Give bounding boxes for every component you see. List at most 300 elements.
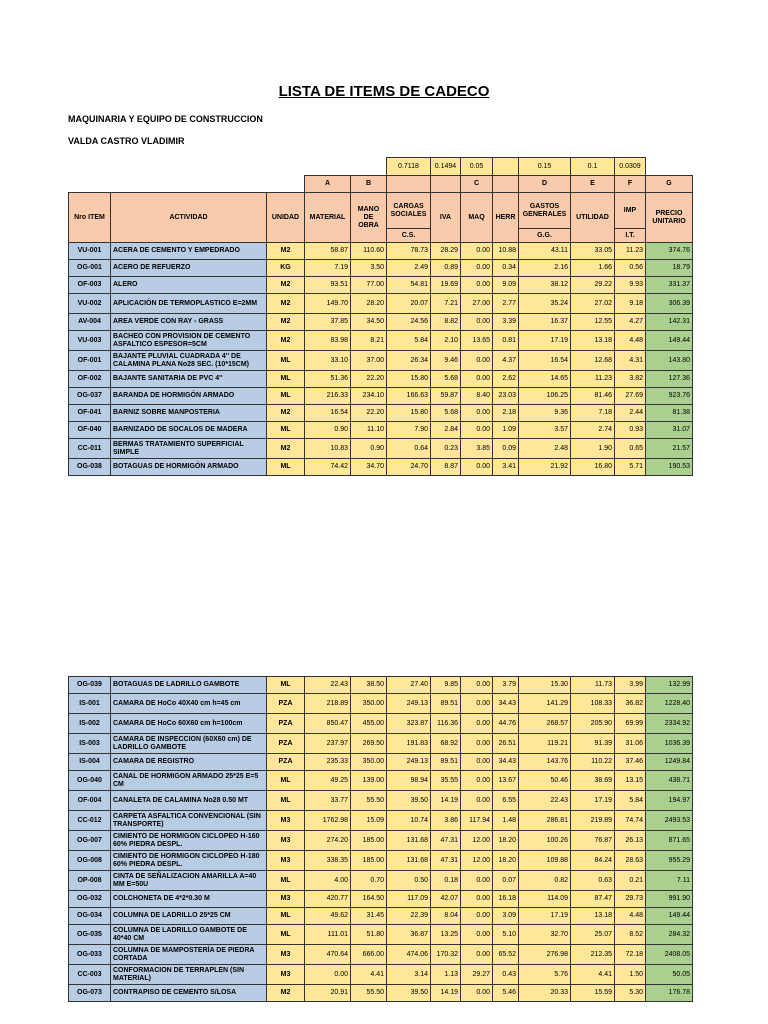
item-value: 28.20: [351, 294, 387, 314]
item-unit-price: 284.32: [646, 925, 693, 945]
table-row: [69, 371, 693, 388]
item-unit-price: 31.07: [646, 422, 693, 439]
item-value: 139.00: [351, 771, 387, 791]
item-value: 16.80: [571, 459, 615, 476]
item-value: 9.46: [431, 351, 461, 371]
item-value: 216.33: [305, 388, 351, 405]
table-row: [69, 851, 693, 871]
item-value: 15.80: [387, 405, 431, 422]
item-unit: ML: [267, 371, 305, 388]
item-value: 5.71: [615, 459, 646, 476]
letter-cell: [267, 176, 305, 193]
item-value: 11.10: [351, 422, 387, 439]
item-value: 26.13: [615, 831, 646, 851]
column-header: MAQ: [461, 193, 493, 243]
subtitle-category: MAQUINARIA Y EQUIPO DE CONSTRUCCION: [68, 114, 263, 124]
item-code: OG-038: [69, 459, 111, 476]
item-unit: M3: [267, 851, 305, 871]
item-value: 65.52: [493, 945, 519, 965]
item-value: 3.57: [519, 422, 571, 439]
letter-cell: [387, 176, 431, 193]
item-value: 0.00: [461, 985, 493, 1002]
item-value: 20.33: [519, 985, 571, 1002]
letter-cell: E: [571, 176, 615, 193]
item-value: 141.29: [519, 694, 571, 714]
item-value: 219.89: [571, 811, 615, 831]
item-value: 28.63: [615, 851, 646, 871]
item-value: 474.06: [387, 945, 431, 965]
item-value: 5.68: [431, 371, 461, 388]
item-value: 29.22: [571, 277, 615, 294]
item-value: 49.62: [305, 908, 351, 925]
item-value: 51.36: [305, 371, 351, 388]
item-unit: M2: [267, 405, 305, 422]
item-value: 58.87: [305, 243, 351, 260]
item-value: 69.99: [615, 714, 646, 734]
item-value: 4.31: [615, 351, 646, 371]
item-value: 3.50: [351, 260, 387, 277]
item-code: CC-011: [69, 439, 111, 459]
item-unit: M2: [267, 331, 305, 351]
item-unit: M2: [267, 294, 305, 314]
item-value: 16.54: [519, 351, 571, 371]
table-row: [69, 331, 693, 351]
item-value: 50.46: [519, 771, 571, 791]
table-row: [69, 985, 693, 1002]
item-value: 12.55: [571, 314, 615, 331]
item-unit: ML: [267, 908, 305, 925]
item-activity: CAMARA DE HoCo 40X40 cm h=45 cm: [111, 694, 267, 714]
factor-cell: 0.15: [519, 158, 571, 176]
item-code: OG-008: [69, 851, 111, 871]
item-value: 78.73: [387, 243, 431, 260]
item-value: 17.19: [571, 791, 615, 811]
item-value: 98.94: [387, 771, 431, 791]
item-code: OG-033: [69, 945, 111, 965]
item-unit-price: 132.99: [646, 677, 693, 694]
item-value: 17.19: [519, 331, 571, 351]
item-value: 13.15: [615, 771, 646, 791]
item-value: 49.25: [305, 771, 351, 791]
item-value: 3.39: [493, 314, 519, 331]
item-value: 27.69: [615, 388, 646, 405]
table-row: [69, 694, 693, 714]
item-value: 5.84: [387, 331, 431, 351]
item-value: 81.46: [571, 388, 615, 405]
item-value: 44.76: [493, 714, 519, 734]
item-activity: CINTA DE SEÑALIZACION AMARILLA A=40 MM E=50U: [111, 871, 267, 891]
item-unit: ML: [267, 351, 305, 371]
item-value: 0.07: [493, 871, 519, 891]
column-header: ACTIVIDAD: [111, 193, 267, 243]
item-value: 16.37: [519, 314, 571, 331]
item-value: 19.69: [431, 277, 461, 294]
item-value: 37.85: [305, 314, 351, 331]
item-value: 166.63: [387, 388, 431, 405]
table-row: [69, 831, 693, 851]
item-value: 8.04: [431, 908, 461, 925]
item-unit-price: 331.37: [646, 277, 693, 294]
factor-cell: [69, 158, 111, 176]
item-value: 0.18: [431, 871, 461, 891]
item-value: 0.00: [461, 771, 493, 791]
item-value: 3.79: [493, 677, 519, 694]
item-value: 0.00: [305, 965, 351, 985]
item-value: 5.46: [493, 985, 519, 1002]
item-unit-price: 190.53: [646, 459, 693, 476]
item-value: 323.87: [387, 714, 431, 734]
item-value: 0.93: [615, 422, 646, 439]
item-value: 34.43: [493, 754, 519, 771]
column-subheader: C.S.: [387, 229, 431, 243]
factor-cell: [493, 158, 519, 176]
item-code: IS-004: [69, 754, 111, 771]
item-activity: BOTAGUAS DE HORMIGÓN ARMADO: [111, 459, 267, 476]
item-value: 11.23: [615, 243, 646, 260]
item-value: 16.18: [493, 891, 519, 908]
item-value: 38.69: [571, 771, 615, 791]
factor-cell: [305, 158, 351, 176]
letter-row: [69, 176, 693, 193]
item-value: 0.89: [431, 260, 461, 277]
item-value: 0.43: [493, 965, 519, 985]
item-code: OF-001: [69, 351, 111, 371]
item-unit: ML: [267, 925, 305, 945]
item-activity: BARANDA DE HORMIGÓN ARMADO: [111, 388, 267, 405]
factor-cell: [646, 158, 693, 176]
table-row: [69, 294, 693, 314]
item-value: 109.88: [519, 851, 571, 871]
item-value: 17.19: [519, 908, 571, 925]
item-value: 5.30: [615, 985, 646, 1002]
item-unit-price: 2493.53: [646, 811, 693, 831]
letter-cell: [493, 176, 519, 193]
item-unit: M3: [267, 891, 305, 908]
item-value: 0.09: [493, 439, 519, 459]
item-value: 84.24: [571, 851, 615, 871]
item-value: 0.00: [461, 371, 493, 388]
item-value: 10.83: [305, 439, 351, 459]
item-value: 5.10: [493, 925, 519, 945]
item-value: 269.50: [351, 734, 387, 754]
item-value: 0.63: [571, 871, 615, 891]
header-row: [69, 193, 693, 229]
item-value: 34.43: [493, 694, 519, 714]
item-value: 38.50: [351, 677, 387, 694]
item-value: 33.77: [305, 791, 351, 811]
item-value: 4.48: [615, 908, 646, 925]
item-value: 5.84: [615, 791, 646, 811]
item-value: 55.50: [351, 791, 387, 811]
item-value: 11.73: [571, 677, 615, 694]
item-value: 10.74: [387, 811, 431, 831]
column-header: UTILIDAD: [571, 193, 615, 243]
item-value: 13.25: [431, 925, 461, 945]
item-value: 164.50: [351, 891, 387, 908]
item-activity: COLUMNA DE LADRILLO GAMBOTE DE 40*40 CM: [111, 925, 267, 945]
item-value: 28.29: [431, 243, 461, 260]
item-value: 117.09: [387, 891, 431, 908]
item-value: 12.00: [461, 831, 493, 851]
item-value: 0.90: [305, 422, 351, 439]
item-value: 3.85: [461, 439, 493, 459]
item-unit: ML: [267, 459, 305, 476]
item-value: 0.00: [461, 694, 493, 714]
item-value: 8.52: [615, 925, 646, 945]
item-value: 274.20: [305, 831, 351, 851]
item-value: 110.60: [351, 243, 387, 260]
item-value: 286.81: [519, 811, 571, 831]
item-code: VU-001: [69, 243, 111, 260]
item-code: OF-040: [69, 422, 111, 439]
table-row: [69, 714, 693, 734]
item-value: 0.00: [461, 908, 493, 925]
column-header: IVA: [431, 193, 461, 243]
item-value: 27.00: [461, 294, 493, 314]
item-unit: M2: [267, 985, 305, 1002]
item-value: 13.67: [493, 771, 519, 791]
item-unit: ML: [267, 771, 305, 791]
item-value: 89.51: [431, 754, 461, 771]
column-header: Nro ITEM: [69, 193, 111, 243]
item-unit: M3: [267, 811, 305, 831]
item-activity: CANAL DE HORMIGON ARMADO 25*25 E=5 CM: [111, 771, 267, 791]
item-value: 4.41: [351, 965, 387, 985]
item-activity: BAJANTE SANITARIA DE PVC 4'': [111, 371, 267, 388]
item-activity: CARPETA ASFALTICA CONVENCIONAL (SIN TRANSPORTE): [111, 811, 267, 831]
item-value: 8.40: [461, 388, 493, 405]
item-value: 32.70: [519, 925, 571, 945]
item-value: 22.43: [305, 677, 351, 694]
table-row: [69, 314, 693, 331]
item-value: 1.09: [493, 422, 519, 439]
item-value: 8.82: [431, 314, 461, 331]
item-value: 234.10: [351, 388, 387, 405]
item-activity: ALERO: [111, 277, 267, 294]
item-unit: M3: [267, 945, 305, 965]
item-value: 4.27: [615, 314, 646, 331]
item-code: OG-040: [69, 771, 111, 791]
item-value: 54.81: [387, 277, 431, 294]
letter-cell: [431, 176, 461, 193]
item-value: 15.59: [571, 985, 615, 1002]
item-value: 39.50: [387, 985, 431, 1002]
item-value: 15.30: [519, 677, 571, 694]
table-row: [69, 891, 693, 908]
item-value: 29.73: [615, 891, 646, 908]
letter-cell: G: [646, 176, 693, 193]
item-unit: KG: [267, 260, 305, 277]
item-unit-price: 2408.05: [646, 945, 693, 965]
table-row: [69, 243, 693, 260]
item-value: 420.77: [305, 891, 351, 908]
item-value: 74.74: [615, 811, 646, 831]
table-row: [69, 945, 693, 965]
item-value: 23.03: [493, 388, 519, 405]
item-value: 1.48: [493, 811, 519, 831]
item-value: 47.31: [431, 851, 461, 871]
table-row: [69, 277, 693, 294]
document-title: LISTA DE ITEMS DE CADECO: [278, 83, 490, 100]
item-value: 2.10: [431, 331, 461, 351]
item-value: 1.66: [571, 260, 615, 277]
item-value: 31.06: [615, 734, 646, 754]
item-value: 14.19: [431, 985, 461, 1002]
item-code: OG-035: [69, 925, 111, 945]
item-unit-price: 18.79: [646, 260, 693, 277]
factor-cell: 0.1494: [431, 158, 461, 176]
item-value: 0.00: [461, 871, 493, 891]
factor-cell: [351, 158, 387, 176]
item-value: 33.10: [305, 351, 351, 371]
item-value: 7.19: [305, 260, 351, 277]
item-value: 0.90: [351, 439, 387, 459]
item-value: 3.99: [615, 677, 646, 694]
item-value: 185.00: [351, 851, 387, 871]
item-value: 4.41: [571, 965, 615, 985]
item-code: IS-003: [69, 734, 111, 754]
item-value: 59.87: [431, 388, 461, 405]
item-value: 0.00: [461, 791, 493, 811]
item-value: 0.21: [615, 871, 646, 891]
column-subheader: G.G.: [519, 229, 571, 243]
item-value: 51.80: [351, 925, 387, 945]
table-row: [69, 754, 693, 771]
item-value: 25.07: [571, 925, 615, 945]
item-value: 5.76: [519, 965, 571, 985]
item-value: 0.64: [387, 439, 431, 459]
item-value: 0.34: [493, 260, 519, 277]
column-header: PRECIO UNITARIO: [646, 193, 693, 243]
item-value: 2.62: [493, 371, 519, 388]
item-unit: ML: [267, 677, 305, 694]
item-value: 191.83: [387, 734, 431, 754]
item-value: 8.87: [431, 459, 461, 476]
item-unit-price: 194.97: [646, 791, 693, 811]
letter-cell: A: [305, 176, 351, 193]
item-value: 170.32: [431, 945, 461, 965]
item-value: 9.09: [493, 277, 519, 294]
item-unit: M2: [267, 243, 305, 260]
item-activity: COLCHONETA DE 4*2*0.30 M: [111, 891, 267, 908]
item-value: 338.35: [305, 851, 351, 871]
item-value: 14.19: [431, 791, 461, 811]
item-value: 37.00: [351, 351, 387, 371]
item-activity: COLUMNA DE LADRILLO 25*25 CM: [111, 908, 267, 925]
item-code: OP-008: [69, 871, 111, 891]
item-value: 20.91: [305, 985, 351, 1002]
item-unit: M2: [267, 277, 305, 294]
item-code: IS-002: [69, 714, 111, 734]
item-unit-price: 50.05: [646, 965, 693, 985]
item-value: 22.43: [519, 791, 571, 811]
item-value: 218.89: [305, 694, 351, 714]
column-header: HERR: [493, 193, 519, 243]
table-row: [69, 791, 693, 811]
item-value: 149.70: [305, 294, 351, 314]
table-row: [69, 965, 693, 985]
item-value: 0.00: [461, 925, 493, 945]
item-value: 212.35: [571, 945, 615, 965]
item-value: 36.82: [615, 694, 646, 714]
item-value: 111.01: [305, 925, 351, 945]
table-row: [69, 811, 693, 831]
item-value: 119.21: [519, 734, 571, 754]
item-value: 22.20: [351, 371, 387, 388]
item-value: 13.18: [571, 908, 615, 925]
item-value: 77.00: [351, 277, 387, 294]
item-value: 76.87: [571, 831, 615, 851]
table-row: [69, 908, 693, 925]
item-value: 9.18: [615, 294, 646, 314]
item-value: 11.23: [571, 371, 615, 388]
item-unit: ML: [267, 871, 305, 891]
item-unit-price: 143.80: [646, 351, 693, 371]
item-value: 268.57: [519, 714, 571, 734]
item-unit-price: 923.76: [646, 388, 693, 405]
item-activity: COLUMNA DE MAMPOSTERÍA DE PIEDRA CORTADA: [111, 945, 267, 965]
item-code: CC-003: [69, 965, 111, 985]
item-value: 15.80: [387, 371, 431, 388]
item-value: 3.09: [493, 908, 519, 925]
item-value: 34.50: [351, 314, 387, 331]
item-activity: CAMARA DE REGISTRO: [111, 754, 267, 771]
item-value: 7.21: [431, 294, 461, 314]
item-value: 34.70: [351, 459, 387, 476]
item-value: 35.24: [519, 294, 571, 314]
letter-cell: D: [519, 176, 571, 193]
item-value: 185.00: [351, 831, 387, 851]
item-value: 108.33: [571, 694, 615, 714]
item-value: 131.68: [387, 851, 431, 871]
item-unit: PZA: [267, 734, 305, 754]
item-value: 4.48: [615, 331, 646, 351]
item-value: 1762.98: [305, 811, 351, 831]
item-unit: PZA: [267, 694, 305, 714]
item-value: 0.00: [461, 351, 493, 371]
item-unit-price: 176.78: [646, 985, 693, 1002]
table-row: [69, 405, 693, 422]
item-unit: ML: [267, 791, 305, 811]
item-value: 249.13: [387, 694, 431, 714]
item-unit-price: 438.71: [646, 771, 693, 791]
item-value: 2.77: [493, 294, 519, 314]
item-value: 3.86: [431, 811, 461, 831]
item-unit: ML: [267, 388, 305, 405]
item-value: 0.00: [461, 260, 493, 277]
item-unit-price: 871.65: [646, 831, 693, 851]
item-unit-price: 81.38: [646, 405, 693, 422]
item-value: 100.26: [519, 831, 571, 851]
item-unit-price: 149.44: [646, 331, 693, 351]
factor-row: [69, 158, 693, 176]
item-value: 1.50: [615, 965, 646, 985]
letter-cell: F: [615, 176, 646, 193]
item-value: 9.85: [431, 677, 461, 694]
item-activity: BOTAGUAS DE LADRILLO GAMBOTE: [111, 677, 267, 694]
item-value: 13.18: [571, 331, 615, 351]
item-unit-price: 149.44: [646, 908, 693, 925]
item-unit-price: 7.11: [646, 871, 693, 891]
factor-cell: [111, 158, 267, 176]
column-header: UNIDAD: [267, 193, 305, 243]
items-table-bottom: [68, 676, 693, 1002]
item-value: 22.39: [387, 908, 431, 925]
item-value: 205.90: [571, 714, 615, 734]
column-header: MANO DE OBRA: [351, 193, 387, 243]
item-value: 6.55: [493, 791, 519, 811]
item-value: 37.46: [615, 754, 646, 771]
